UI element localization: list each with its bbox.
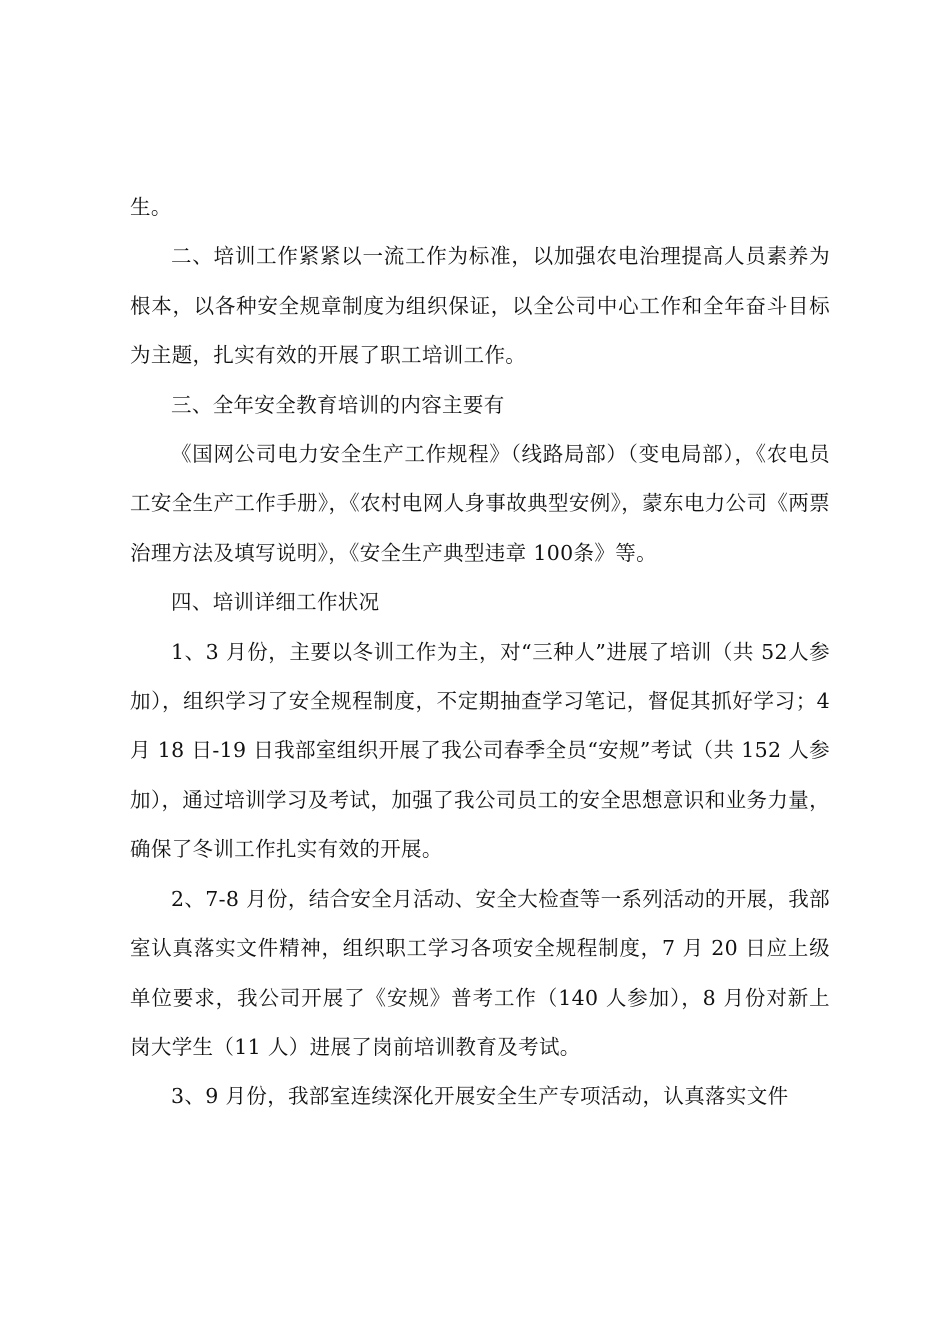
- paragraph-section-two: 二、培训工作紧紧以一流工作为标准，以加强农电治理提高人员素养为根本，以各种安全规章制度为组织保证，以全公司中心工作和全年奋斗目标为主题，扎实有效的开展了职工培训工作。: [130, 244, 830, 368]
- document-body: [130, 183, 830, 1122]
- paragraph-continuation: 生。: [130, 195, 172, 219]
- paragraph-section-four: 四、培训详细工作状况: [171, 590, 380, 615]
- paragraph-item-three: 3、9 月份，我部室连续深化开展安全生产专项活动，认真落实文件: [171, 1084, 789, 1109]
- paragraph-item-two: 2、7-8 月份，结合安全月活动、安全大检查等一系列活动的开展，我部室认真落实文件精神，组织职工学习各项安全规程制度，7 月 20 日应上级单位要求，我公司开展了《安规》普考工作（140 人参加），8 月份对新上岗大学生（11 人）进展了岗前培训教育及考试。: [130, 886, 830, 1059]
- paragraph-section-three: 三、全年安全教育培训的内容主要有: [171, 392, 505, 417]
- paragraph-training-materials: 《国网公司电力安全生产工作规程》（线路局部）（变电局部），《农电员工安全生产工作手册》，《农村电网人身事故典型安例》，蒙东电力公司《两票治理方法及填写说明》，《安全生产典型违章 100条》等。: [130, 442, 830, 565]
- paragraph-item-one: 1、3 月份，主要以冬训工作为主，对“三种人”进展了培训（共 52人参加），组织学习了安全规程制度，不定期抽查学习笔记，督促其抓好学习；4 月 18 日-19 日我部室组织开展了我公司春季全员“安规”考试（共 152 人参加），通过培训学习及考试，加强了我公司员工的安全思想意识和业务力量，确保了冬训工作扎实有效的开展。: [130, 639, 830, 862]
